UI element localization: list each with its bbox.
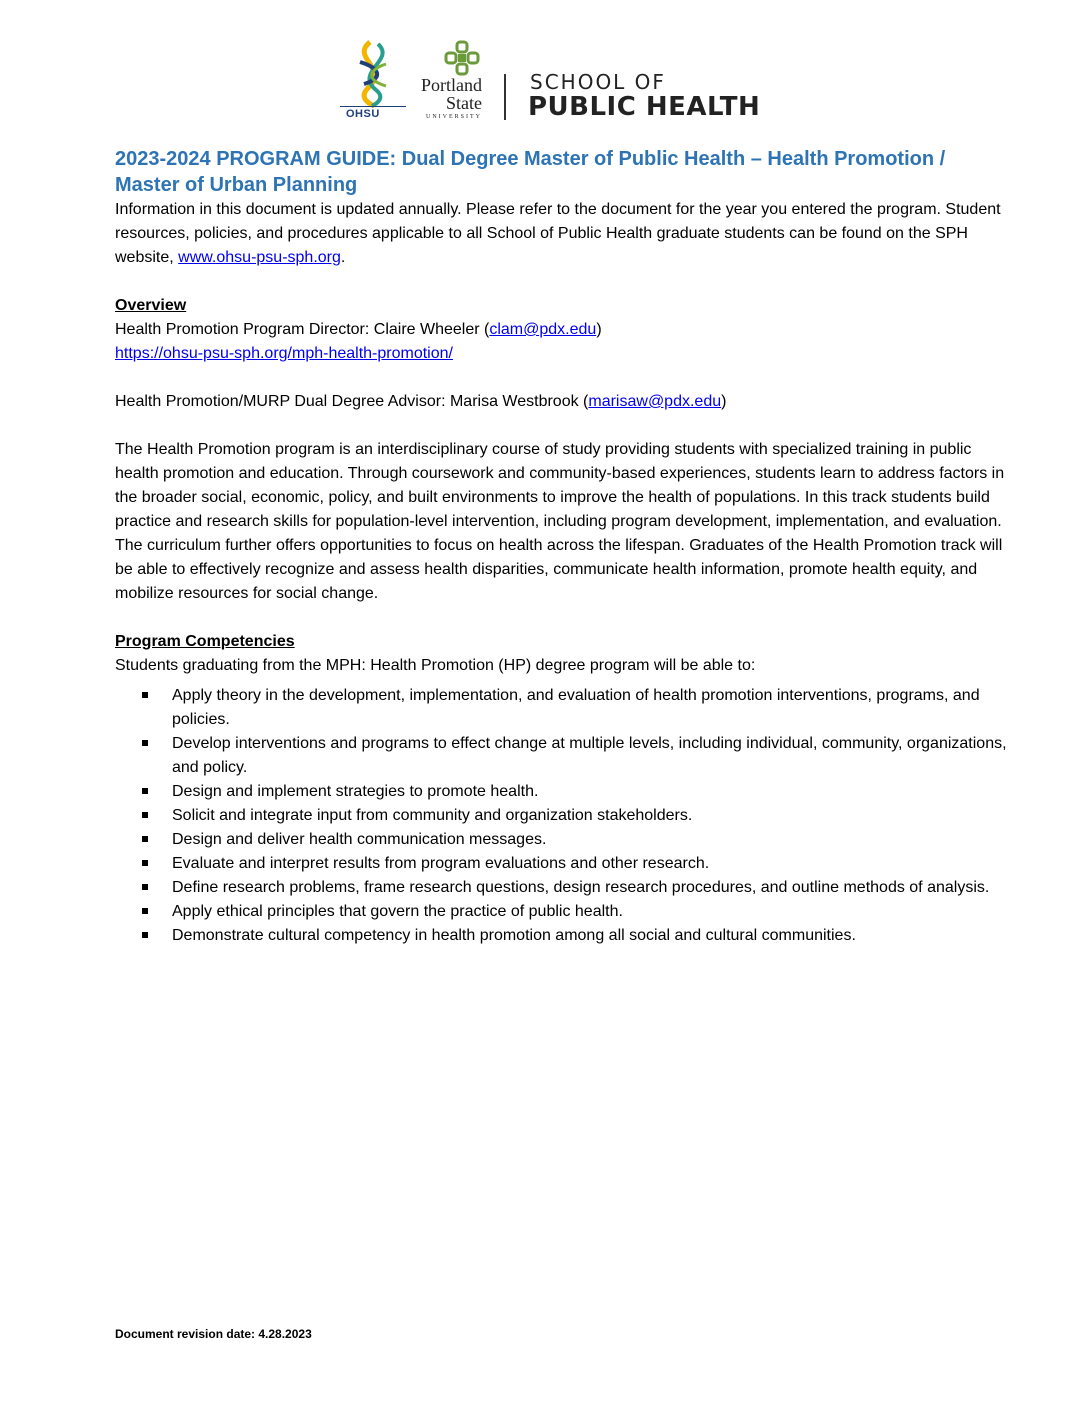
bullet-icon [142, 692, 148, 698]
bullet-icon [142, 860, 148, 866]
competencies-list [115, 684, 1015, 948]
list-item-text: Design and deliver health communication messages. [172, 831, 547, 848]
program-description: The Health Promotion program is an interdisciplinary course of study providing students with specialized training in public health promotion and education. Through coursework and community-based experiences, students learn to address factors in the broader social, economic, policy, and built environments to improve the health of populations. In this track students build practice and research skills for population-level intervention, including program development, implementation, and evaluation. The curriculum further offers opportunities to focus on health across the lifespan. Graduates of the Health Promotion track will be able to effectively recognize and assess health disparities, communicate health information, promote health equity, and mobilize resources for social change. [115, 441, 1005, 602]
list-item [115, 900, 1015, 924]
sph-wordmark-line2: PUBLIC HEALTH [528, 92, 761, 122]
psu-wordmark-line2: State [446, 93, 482, 113]
spacer [115, 414, 1015, 438]
program-url-line [115, 342, 1015, 366]
revision-date: Document revision date: 4.28.2023 [115, 1327, 312, 1341]
competencies-heading: Program Competencies [115, 633, 295, 650]
list-item [115, 732, 1015, 780]
list-item [115, 876, 1015, 900]
competencies-intro: Students graduating from the MPH: Health Promotion (HP) degree program will be able to: [115, 657, 756, 674]
list-item-text: Solicit and integrate input from community and organization stakeholders. [172, 807, 693, 824]
intro-text: Information in this document is updated annually. Please refer to the document for the year you entered the program. Student resources, policies, and procedures applicable to all School of Public Health graduate students can be found on the SPH website, [115, 201, 1001, 266]
header-logos [340, 38, 780, 124]
bullet-icon [142, 740, 148, 746]
psu-emblem-icon [444, 40, 480, 76]
list-item [115, 780, 1015, 804]
advisor-line [115, 390, 1015, 414]
bullet-icon [142, 812, 148, 818]
advisor-email-link[interactable]: marisaw@pdx.edu [588, 393, 722, 410]
list-item [115, 684, 1015, 732]
list-item-text: Design and implement strategies to promote health. [172, 783, 539, 800]
list-item [115, 924, 1015, 948]
bullet-icon [142, 788, 148, 794]
intro-paragraph [115, 198, 1015, 270]
psu-wordmark [412, 76, 482, 122]
spacer [115, 270, 1015, 294]
psu-wordmark-line1: Portland [421, 75, 482, 95]
list-item-text: Apply theory in the development, implementation, and evaluation of health promotion interventions, programs, and policies. [172, 687, 980, 728]
list-item-text: Define research problems, frame research questions, design research procedures, and outline methods of analysis. [172, 879, 990, 896]
bullet-icon [142, 908, 148, 914]
bullet-icon [142, 884, 148, 890]
bullet-icon [142, 932, 148, 938]
intro-after: . [340, 249, 346, 266]
list-item-text: Develop interventions and programs to effect change at multiple levels, including individual, community, organizations, and policy. [172, 735, 1007, 776]
program-url-link[interactable]: https://ohsu-psu-sph.org/mph-health-promotion/ [115, 345, 453, 362]
sph-website-link[interactable]: www.ohsu-psu-sph.org [178, 249, 341, 266]
spacer [115, 366, 1015, 390]
ohsu-label: OHSU [346, 108, 380, 120]
logo-divider [504, 74, 506, 120]
director-suffix: ) [596, 321, 602, 338]
advisor-suffix: ) [721, 393, 727, 410]
list-item [115, 804, 1015, 828]
list-item [115, 852, 1015, 876]
director-prefix: Health Promotion Program Director: Claire Wheeler ( [115, 321, 490, 338]
list-item-text: Apply ethical principles that govern the practice of public health. [172, 903, 623, 920]
list-item-text: Evaluate and interpret results from program evaluations and other research. [172, 855, 710, 872]
psu-wordmark-line3: UNIVERSITY [426, 114, 482, 120]
list-item [115, 828, 1015, 852]
list-item-text: Demonstrate cultural competency in health promotion among all social and cultural communities. [172, 927, 856, 944]
director-email-link[interactable]: clam@pdx.edu [489, 321, 597, 338]
overview-heading: Overview [115, 297, 187, 314]
director-line [115, 318, 1015, 342]
sph-wordmark-line1: SCHOOL OF [530, 70, 666, 94]
document-body [115, 146, 1015, 948]
page-title: 2023-2024 PROGRAM GUIDE: Dual Degree Master of Public Health – Health Promotion / Master of Urban Planning [115, 148, 946, 196]
spacer [115, 606, 1015, 630]
advisor-prefix: Health Promotion/MURP Dual Degree Advisor: Marisa Westbrook ( [115, 393, 589, 410]
bullet-icon [142, 836, 148, 842]
